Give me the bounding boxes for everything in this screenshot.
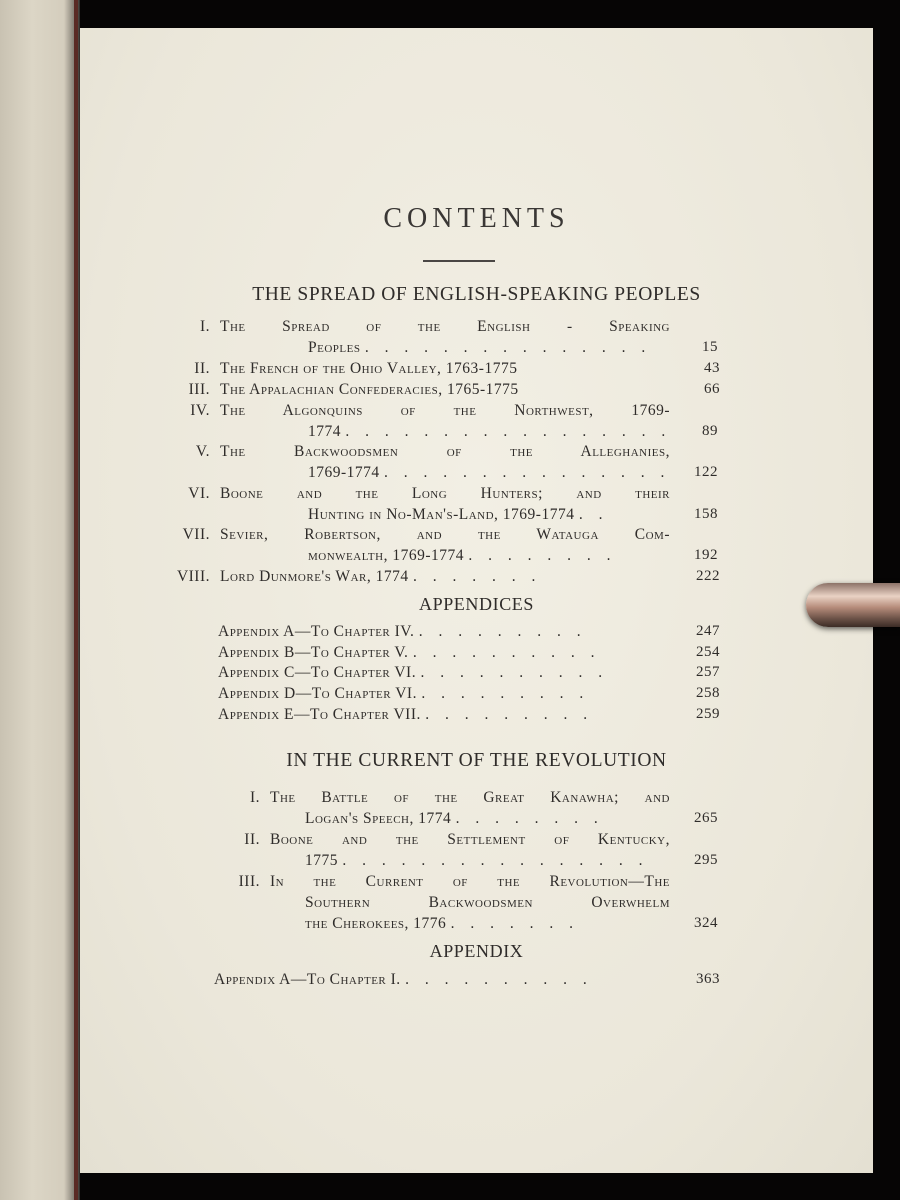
page-number: 222 (696, 568, 720, 584)
chapter-number: VII. (182, 526, 210, 543)
toc-entry-ch7-line2[interactable] (308, 545, 718, 566)
page-number: 258 (696, 685, 720, 701)
toc-entry-ch6-line2[interactable] (308, 504, 718, 525)
appendix-title: Appendix C—To Chapter VI. (218, 664, 417, 681)
chapter-title: The Battle of the Great Kanawha; and (270, 789, 670, 806)
appendices-heading: APPENDICES (418, 594, 535, 614)
chapter-number: II. (244, 831, 260, 848)
appendix-entry-e[interactable] (218, 704, 720, 725)
appendix-title: Appendix D—To Chapter VI. (218, 685, 417, 702)
chapter-title-cont: the Cherokees, 1776 (305, 915, 447, 932)
page-title: CONTENTS (383, 203, 570, 234)
part2-heading: IN THE CURRENT OF THE REVOLUTION (286, 750, 667, 771)
leader-dots: . . . . . . . . . . (412, 644, 601, 661)
appendix-entry-c[interactable] (218, 662, 720, 683)
chapter-number: I. (199, 318, 210, 335)
title-rule (423, 260, 495, 262)
leader-dots: . . . . . . . . . . (420, 664, 609, 681)
appendix-title: Appendix E—To Chapter VII. (218, 706, 421, 723)
page-number: 66 (704, 381, 720, 397)
chapter-title-cont: Southern Backwoodsmen Overwhelm (305, 894, 670, 911)
page-number: 324 (694, 915, 718, 931)
chapter-title: The Spread of the English - Speaking (220, 318, 670, 335)
leader-dots: . . . . . . . . . . . . . . . . (342, 852, 649, 869)
toc-entry-ch7-line1[interactable] (182, 524, 670, 545)
chapter-title: In the Current of the Revolution—The (270, 873, 670, 890)
toc-entry-p2-ch3-line2[interactable] (305, 892, 670, 913)
chapter-number: VI. (188, 485, 210, 502)
appendix-entry-d[interactable] (218, 683, 720, 704)
toc-entry-ch2[interactable] (194, 358, 720, 379)
chapter-number: III. (188, 381, 210, 398)
chapter-title: The Appalachian Confederacies, 1765-1775 (220, 381, 519, 398)
toc-entry-ch6-line1[interactable] (188, 483, 670, 504)
leader-dots: . . . . . . . . . . . . . . . (364, 339, 652, 356)
chapter-title-cont: 1769-1774 (308, 464, 380, 481)
toc-entry-ch3[interactable] (188, 379, 720, 400)
toc-entry-p2-ch3-line3[interactable] (305, 913, 718, 934)
leader-dots: . . . . . . . (450, 915, 580, 932)
page-number: 254 (696, 644, 720, 660)
chapter-number: V. (195, 443, 210, 460)
toc-entry-ch5-line1[interactable] (195, 441, 670, 462)
chapter-title-cont: Peoples (308, 339, 361, 356)
page-number: 295 (694, 852, 718, 868)
appendix-entry-p2-a[interactable] (214, 969, 720, 990)
chapter-title: Boone and the Settlement of Kentucky, (270, 831, 670, 848)
chapter-title-cont: 1774 (308, 423, 341, 440)
chapter-title: The Algonquins of the Northwest, 1769- (220, 402, 670, 419)
toc-entry-p2-ch2-line1[interactable] (244, 829, 670, 850)
leader-dots: . . . . . . . . . (425, 706, 594, 723)
leader-dots: . . . . . . . . . (418, 623, 587, 640)
page-number: 259 (696, 706, 720, 722)
chapter-title-cont: monwealth, 1769-1774 (308, 547, 464, 564)
appendix-heading: APPENDIX (429, 941, 524, 961)
leader-dots: . . . . . . . . (455, 810, 604, 827)
leader-dots: . . . . . . . . . (421, 685, 590, 702)
toc-entry-p2-ch1-line1[interactable] (249, 787, 670, 808)
chapter-title-cont: Hunting in No-Man's-Land, 1769-1774 (308, 506, 575, 523)
appendix-title: Appendix A—To Chapter I. (214, 971, 401, 988)
page-number: 122 (694, 464, 718, 480)
toc-entry-p2-ch1-line2[interactable] (305, 808, 718, 829)
chapter-number: I. (249, 789, 260, 806)
toc-entry-ch1-line2[interactable] (308, 337, 718, 358)
chapter-number: VIII. (176, 568, 210, 585)
page-number: 257 (696, 664, 720, 680)
contents-page (80, 28, 873, 1173)
page-number: 363 (696, 971, 720, 987)
appendix-title: Appendix B—To Chapter V. (218, 644, 409, 661)
leader-dots: . . . . . . . . . . (405, 971, 593, 988)
appendix-entry-a[interactable] (218, 621, 720, 642)
chapter-number: IV. (190, 402, 210, 419)
appendix-entry-b[interactable] (218, 642, 720, 663)
toc-entry-ch4-line2[interactable] (308, 421, 718, 442)
chapter-title: Lord Dunmore's War, 1774 (220, 568, 409, 585)
left-page-edge (0, 0, 80, 1200)
toc-entry-ch1-line1[interactable] (199, 316, 670, 337)
leader-dots: . . . . . . . . . . . . . . . . . (345, 423, 672, 440)
chapter-title-cont: Logan's Speech, 1774 (305, 810, 452, 827)
chapter-title: Boone and the Long Hunters; and their (220, 485, 670, 502)
metal-bookmark (806, 583, 900, 627)
toc-entry-ch8[interactable] (176, 566, 720, 587)
toc-entry-ch5-line2[interactable] (308, 462, 718, 483)
chapter-title: The French of the Ohio Valley, 1763-1775 (220, 360, 518, 377)
page-number: 89 (702, 423, 718, 439)
toc-entry-p2-ch3-line1[interactable] (238, 871, 670, 892)
chapter-number: II. (194, 360, 210, 377)
part1-heading: THE SPREAD OF ENGLISH-SPEAKING PEOPLES (252, 284, 701, 305)
appendix-title: Appendix A—To Chapter IV. (218, 623, 415, 640)
toc-entry-ch4-line1[interactable] (190, 400, 670, 421)
page-number: 192 (694, 547, 718, 563)
leader-dots: . . . . . . . (412, 568, 542, 585)
page-number: 158 (694, 506, 718, 522)
leader-dots: . . (578, 506, 609, 523)
leader-dots: . . . . . . . . (468, 547, 617, 564)
page-number: 43 (704, 360, 720, 376)
page-number: 247 (696, 623, 720, 639)
chapter-number: III. (238, 873, 260, 890)
chapter-title: Sevier, Robertson, and the Watauga Com- (220, 526, 670, 543)
page-number: 15 (702, 339, 718, 355)
chapter-title-cont: 1775 (305, 852, 338, 869)
toc-entry-p2-ch2-line2[interactable] (305, 850, 718, 871)
book-spine-edge (74, 0, 78, 1200)
page-number: 265 (694, 810, 718, 826)
chapter-title: The Backwoodsmen of the Alleghanies, (220, 443, 670, 460)
leader-dots: . . . . . . . . . . . . . . . (384, 464, 671, 481)
